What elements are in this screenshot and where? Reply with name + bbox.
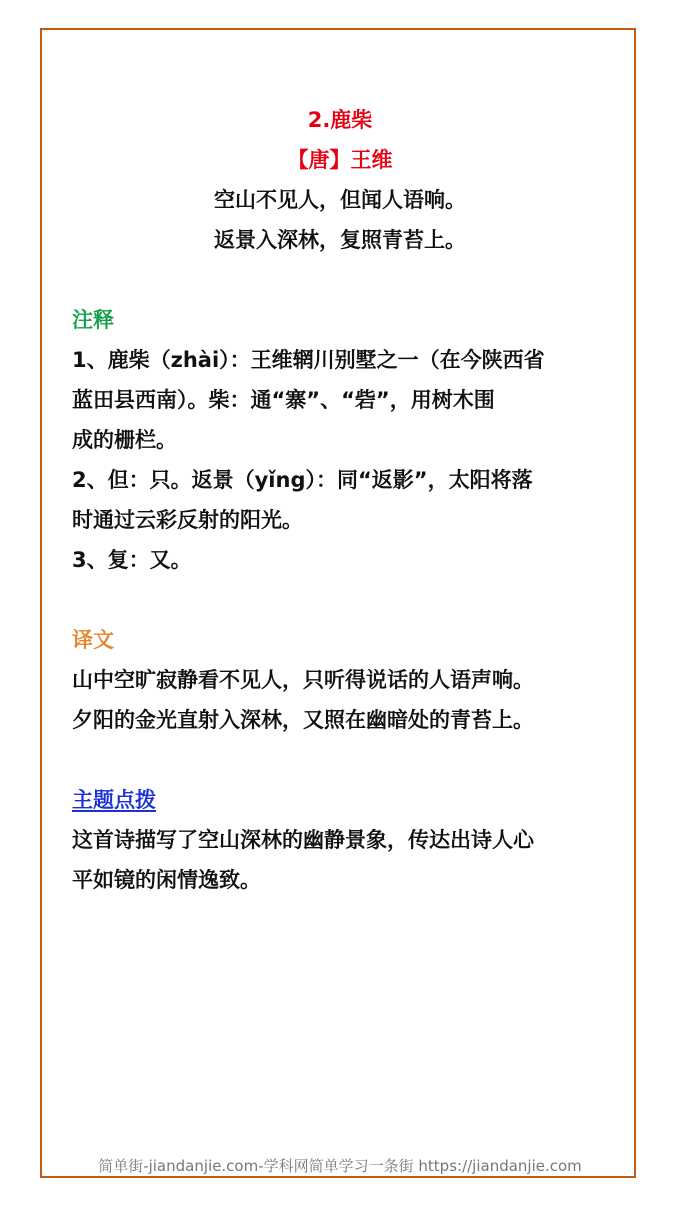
poem-author: 【唐】王维 xyxy=(287,148,393,172)
theme-section xyxy=(72,780,612,900)
notes-section xyxy=(72,300,612,580)
notes-line: 时通过云彩反射的阳光。 xyxy=(72,508,303,532)
translation-line: 夕阳的金光直射入深林，又照在幽暗处的青苔上。 xyxy=(72,708,534,732)
notes-line: 1、鹿柴（zhài）：王维辋川别墅之一（在今陕西省 xyxy=(72,348,545,372)
theme-line: 这首诗描写了空山深林的幽静景象，传达出诗人心 xyxy=(72,828,534,852)
poem-title: 2.鹿柴 xyxy=(307,108,373,132)
theme-heading[interactable]: 主题点拨 xyxy=(72,788,156,812)
notes-heading: 注释 xyxy=(72,308,114,332)
notes-line: 3、复：又。 xyxy=(72,548,192,572)
poem-block xyxy=(0,100,680,260)
translation-line: 山中空旷寂静看不见人，只听得说话的人语声响。 xyxy=(72,668,534,692)
footer-watermark: 简单街-jiandanjie.com-学科网简单学习一条街 https://jiandanjie.com xyxy=(98,1157,582,1175)
theme-line: 平如镜的闲情逸致。 xyxy=(72,868,261,892)
translation-section xyxy=(72,620,612,740)
poem-line: 空山不见人，但闻人语响。 xyxy=(214,188,466,212)
poem-line: 返景入深林，复照青苔上。 xyxy=(214,228,466,252)
notes-line: 蓝田县西南）。柴：通“寨”、“砦”，用树木围 xyxy=(72,388,495,412)
notes-line: 2、但：只。返景（yǐng）：同“返影”，太阳将落 xyxy=(72,468,533,492)
translation-heading: 译文 xyxy=(72,628,114,652)
notes-line: 成的栅栏。 xyxy=(72,428,177,452)
